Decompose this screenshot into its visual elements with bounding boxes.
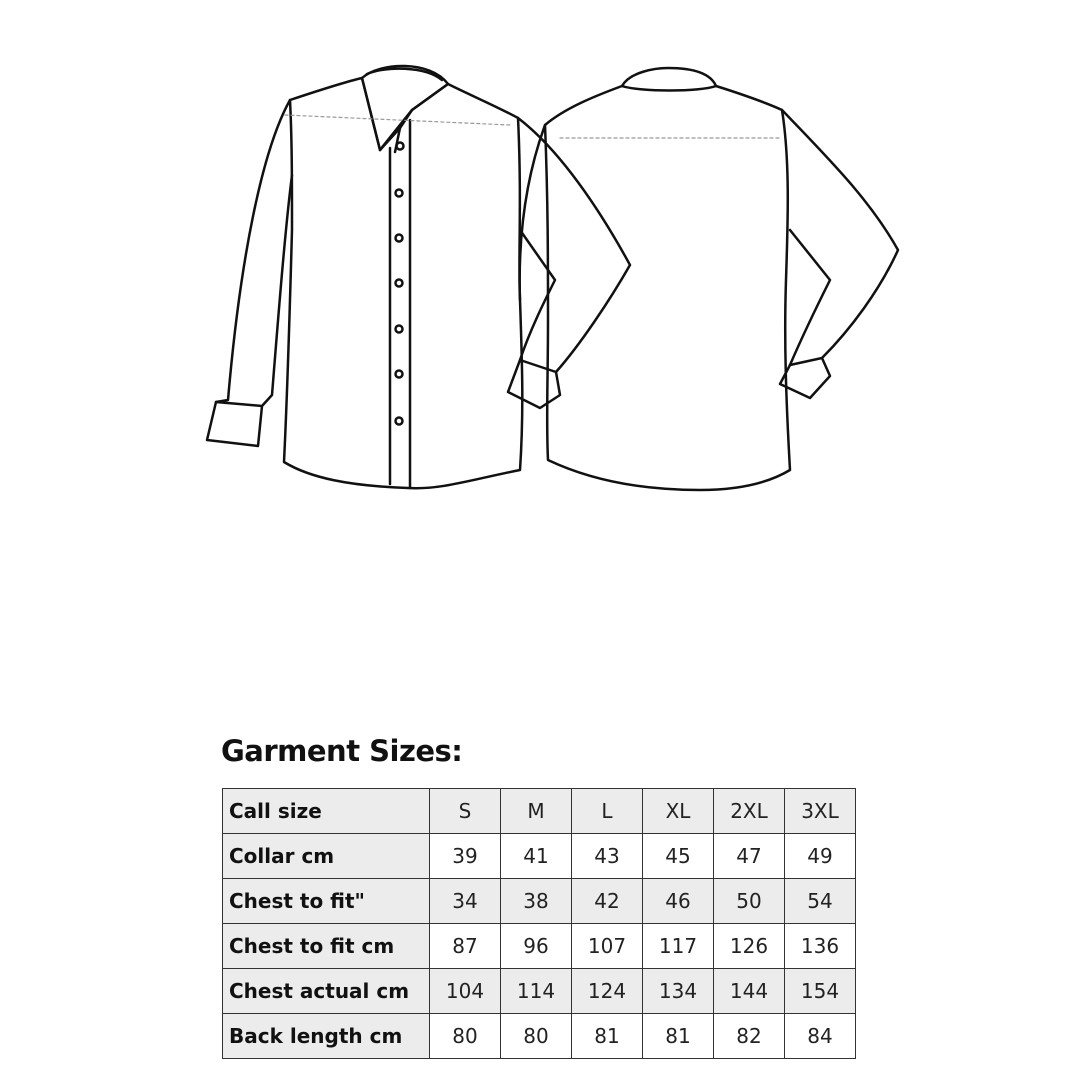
table-cell: 39 [430, 834, 501, 879]
table-cell: 107 [572, 924, 643, 969]
table-cell: 49 [785, 834, 856, 879]
table-cell: 50 [714, 879, 785, 924]
table-cell: 80 [430, 1014, 501, 1059]
table-row [223, 1014, 856, 1059]
row-label: Back length cm [223, 1014, 430, 1059]
table-cell: 124 [572, 969, 643, 1014]
table-cell: 42 [572, 879, 643, 924]
size-column-header: S [430, 789, 501, 834]
table-cell: 134 [643, 969, 714, 1014]
table-cell: 38 [501, 879, 572, 924]
table-header-row [223, 789, 856, 834]
row-label: Chest actual cm [223, 969, 430, 1014]
table-cell: 87 [430, 924, 501, 969]
size-table [222, 788, 856, 1059]
table-cell: 41 [501, 834, 572, 879]
table-cell: 126 [714, 924, 785, 969]
size-column-header: 2XL [714, 789, 785, 834]
row-label: Collar cm [223, 834, 430, 879]
table-row [223, 879, 856, 924]
size-column-header: M [501, 789, 572, 834]
table-header-label: Call size [223, 789, 430, 834]
table-row [223, 924, 856, 969]
table-cell: 117 [643, 924, 714, 969]
table-row [223, 969, 856, 1014]
table-cell: 81 [643, 1014, 714, 1059]
table-cell: 54 [785, 879, 856, 924]
table-cell: 43 [572, 834, 643, 879]
table-cell: 47 [714, 834, 785, 879]
shirt-back-icon [520, 68, 898, 490]
table-cell: 154 [785, 969, 856, 1014]
size-column-header: L [572, 789, 643, 834]
table-row [223, 834, 856, 879]
table-cell: 46 [643, 879, 714, 924]
size-column-header: XL [643, 789, 714, 834]
table-cell: 80 [501, 1014, 572, 1059]
table-cell: 84 [785, 1014, 856, 1059]
row-label: Chest to fit" [223, 879, 430, 924]
table-cell: 114 [501, 969, 572, 1014]
shirt-illustration [0, 0, 1080, 520]
table-cell: 82 [714, 1014, 785, 1059]
row-label: Chest to fit cm [223, 924, 430, 969]
page-title: Garment Sizes: [221, 734, 463, 768]
table-cell: 144 [714, 969, 785, 1014]
table-cell: 104 [430, 969, 501, 1014]
shirt-front-icon [207, 66, 630, 488]
table-cell: 96 [501, 924, 572, 969]
table-cell: 81 [572, 1014, 643, 1059]
size-column-header: 3XL [785, 789, 856, 834]
table-cell: 45 [643, 834, 714, 879]
table-cell: 34 [430, 879, 501, 924]
table-cell: 136 [785, 924, 856, 969]
